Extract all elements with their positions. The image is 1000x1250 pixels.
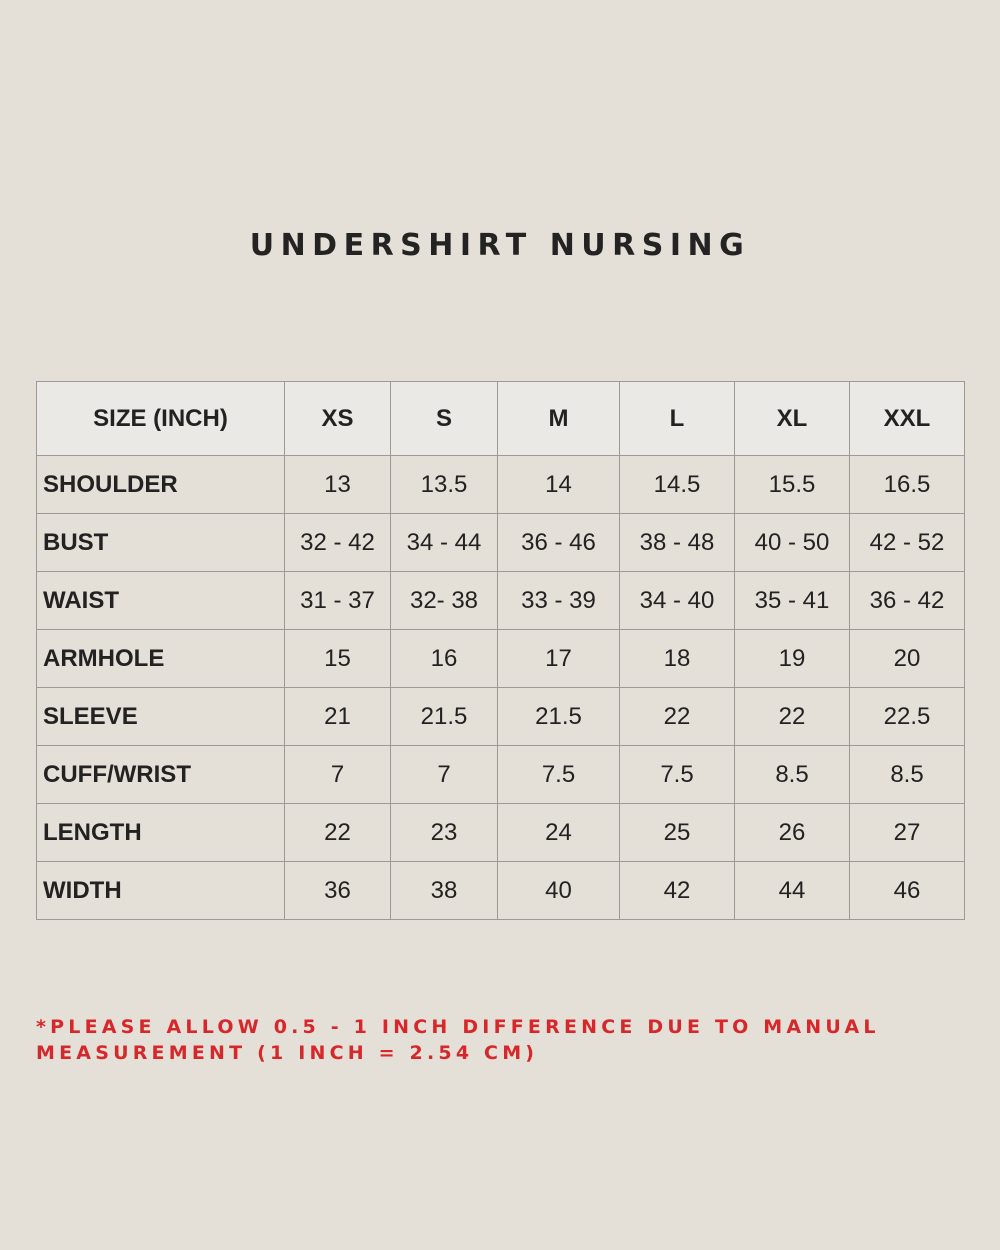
- table-row: [37, 456, 965, 514]
- table-cell: 44: [735, 862, 850, 920]
- row-label: ARMHOLE: [37, 630, 285, 688]
- size-chart-table: [36, 381, 965, 920]
- table-cell: 21.5: [498, 688, 620, 746]
- table-cell: 19: [735, 630, 850, 688]
- table-row: [37, 804, 965, 862]
- table-cell: 24: [498, 804, 620, 862]
- table-cell: 32- 38: [391, 572, 498, 630]
- table-cell: 8.5: [735, 746, 850, 804]
- header-size: S: [391, 382, 498, 456]
- table-row: [37, 572, 965, 630]
- table-row: [37, 688, 965, 746]
- table-cell: 27: [850, 804, 965, 862]
- table-cell: 22: [735, 688, 850, 746]
- table-cell: 42 - 52: [850, 514, 965, 572]
- table-cell: 7.5: [620, 746, 735, 804]
- table-cell: 40 - 50: [735, 514, 850, 572]
- table-row: [37, 630, 965, 688]
- page-title: UNDERSHIRT NURSING: [249, 228, 751, 263]
- table-cell: 20: [850, 630, 965, 688]
- row-label: WIDTH: [37, 862, 285, 920]
- table-cell: 14.5: [620, 456, 735, 514]
- table-header-row: [37, 382, 965, 456]
- table-cell: 22: [620, 688, 735, 746]
- table-cell: 34 - 40: [620, 572, 735, 630]
- table-cell: 38 - 48: [620, 514, 735, 572]
- table-cell: 36 - 46: [498, 514, 620, 572]
- table-cell: 15.5: [735, 456, 850, 514]
- table-cell: 34 - 44: [391, 514, 498, 572]
- table-cell: 38: [391, 862, 498, 920]
- table-row: [37, 514, 965, 572]
- table-cell: 42: [620, 862, 735, 920]
- table-cell: 22.5: [850, 688, 965, 746]
- header-size: L: [620, 382, 735, 456]
- row-label: LENGTH: [37, 804, 285, 862]
- table-cell: 16.5: [850, 456, 965, 514]
- table-cell: 7.5: [498, 746, 620, 804]
- table-cell: 23: [391, 804, 498, 862]
- table-cell: 21.5: [391, 688, 498, 746]
- row-label: WAIST: [37, 572, 285, 630]
- table-cell: 8.5: [850, 746, 965, 804]
- table-cell: 13: [285, 456, 391, 514]
- table-cell: 40: [498, 862, 620, 920]
- table-row: [37, 746, 965, 804]
- header-size: XL: [735, 382, 850, 456]
- note-line: *PLEASE ALLOW 0.5 - 1 INCH DIFFERENCE DUE TO MANUAL: [36, 1016, 880, 1038]
- header-size-label: SIZE (INCH): [37, 382, 285, 456]
- table-cell: 7: [285, 746, 391, 804]
- table-cell: 46: [850, 862, 965, 920]
- measurement-note: [36, 1014, 936, 1066]
- table-cell: 15: [285, 630, 391, 688]
- table-cell: 21: [285, 688, 391, 746]
- table-cell: 13.5: [391, 456, 498, 514]
- header-size: M: [498, 382, 620, 456]
- table-cell: 26: [735, 804, 850, 862]
- table-cell: 18: [620, 630, 735, 688]
- row-label: BUST: [37, 514, 285, 572]
- row-label: SLEEVE: [37, 688, 285, 746]
- table-cell: 22: [285, 804, 391, 862]
- table-cell: 35 - 41: [735, 572, 850, 630]
- table-cell: 16: [391, 630, 498, 688]
- row-label: CUFF/WRIST: [37, 746, 285, 804]
- table-cell: 7: [391, 746, 498, 804]
- table-cell: 32 - 42: [285, 514, 391, 572]
- table-row: [37, 862, 965, 920]
- table-cell: 36: [285, 862, 391, 920]
- note-line: MEASUREMENT (1 INCH = 2.54 CM): [36, 1042, 539, 1064]
- header-size: XS: [285, 382, 391, 456]
- table-cell: 33 - 39: [498, 572, 620, 630]
- table-cell: 25: [620, 804, 735, 862]
- table-cell: 36 - 42: [850, 572, 965, 630]
- table-cell: 14: [498, 456, 620, 514]
- table-cell: 31 - 37: [285, 572, 391, 630]
- header-size: XXL: [850, 382, 965, 456]
- row-label: SHOULDER: [37, 456, 285, 514]
- table-cell: 17: [498, 630, 620, 688]
